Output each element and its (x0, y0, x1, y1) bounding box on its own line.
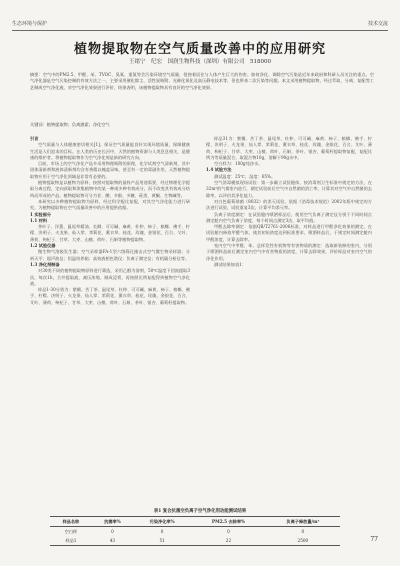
body-paragraph: 植物提取物是以植物为原料，按照对提取物的最终产品用途需要，经过物理化学提取分离过程，定向获取和浓集植物中的某一种或多种有效成分，而不改变其有效成分结构而形成的产品。植物提取物可分为苷、酸、多酚、多糖、萜类、黄酮、生物碱等。 (30, 180, 190, 198)
article-title: 植物提取物在空气质量改善中的应用研究 (73, 42, 326, 57)
article-authors: 王绪宁 纪宏 国润生物科技（深圳）有限公司 518000 (129, 59, 271, 65)
table-header-row (50, 517, 340, 527)
table-header-cell: PM2.5 去除率% (211, 518, 245, 524)
table-cell: 空白样 (64, 528, 78, 534)
table-cell: 样品1 (65, 537, 77, 543)
left-column (30, 136, 190, 306)
right-column (206, 136, 372, 268)
body-paragraph: 空气质量与人体健康密切相关[1]。保证空气质量能良好实现环境质量，保障健康生活是人们追求的目标。在人类的历史长河中，天然的植物资源与人类息息相关，是健康的维护者。将植物提取物作为空气净化剂是新的研究方向。 (30, 142, 190, 160)
article-keywords: 关键词：植物提取物；负离激素；净化空气 (30, 122, 110, 127)
table-header-cell: 污染净化率% (149, 518, 175, 524)
header-left: 生态环境与保护 (12, 21, 48, 27)
table-cell: 0 (227, 529, 230, 534)
header-right: 技术交流 (367, 21, 388, 27)
table-row (50, 536, 340, 546)
body-paragraph: 茶叶子、洋葱、鼠尾草精油、长柳、可可碱、麻黄、杜仲、柿子、槟榔、佛手、柠檬、决明子、火龙果、仙人掌、茉莉花、薰衣草、桂花、玫瑰、金银花、百合、艾叶、薄荷、枸杞子、甘草、大枣、山楂、荷叶、石斛等植物提取物。 (30, 224, 190, 242)
body-paragraph: 对30类不同的植物提取物原料进行筛选，采用乙醇为溶剂，50℃温度下回流提取3次，每次1h，合并提取液，减压浓缩，制成浸膏，再按照比例复配得到植物空气净化液。 (30, 268, 191, 286)
page-number: 77 (370, 536, 378, 543)
section-heading: 引言 (30, 136, 39, 141)
body-paragraph: 目前，市场上的空气净化产品多采用物理吸附的原理，化学试剂空气清新剂，其中固体清新剂和液体清新剂均含有香精以掩盖异味，甚至有一定的毒副作用，天然植物提取物应用于空气净化领域是非常有必要的。 (30, 161, 190, 179)
body-paragraph: 空白样为：100g纯净水。 (214, 161, 263, 167)
body-paragraph: 负离子浓度测定：在试验舱内喷洒样品后，使用空气负离子测定仪分别于不同时间点测定舱内空气负离子浓度，每个时间点测定3次，取平均值。 (206, 211, 372, 223)
body-paragraph: 测试温度：25℃，湿度：65%。 (214, 173, 276, 179)
table-header-cell: 抗菌率% (104, 518, 121, 524)
table-caption: 表1 复合抗菌空负离子空气净化剂功能测试结果 (153, 509, 247, 514)
table-cell: 43 (109, 538, 116, 543)
table-cell: 0 (301, 529, 305, 534)
table-row (50, 527, 340, 537)
body-paragraph: 样品31为：紫檀、苦丁茶、鼠尾草、杜仲、可可碱、麻黄、柿子、槟榔、佛手、柠檬、决明子、火龙果、仙人掌、茉莉花、薰衣草、桂花、玫瑰、金银花、百合、艾叶、薄荷、枸杞子、甘草、大枣、山楂、荷叶、石斛、茶叶、银杏、葡萄籽提取物复配，复配比例为等质量混合，取混合物10g，溶解于90g水中。 (206, 136, 372, 160)
section-heading: 1.4 试验方法 (206, 167, 232, 173)
table-cell: 2500 (297, 538, 309, 543)
table-cell: 0 (160, 529, 164, 534)
table-header-cell: 负离子释放量/m³ (286, 518, 320, 524)
table-cell: 51 (159, 538, 165, 543)
body-paragraph: 样品1-30分别为：紫檀、苦丁茶、鼠尾草、杜仲、可可碱、麻黄、柿子、槟榔、佛手、柠檬、决明子、火龙果、仙人掌、茉莉花、薰衣草、桂花、玫瑰、金银花、百合、艾叶、薄荷、枸杞子、甘草、大枣、山楂、荷叶、石斛、茶叶、银杏、葡萄籽提取物。 (30, 287, 190, 305)
body-paragraph: 甲醛去除率测定：依据QB/T2761-2006标准，对样品进行甲醛净化效果的测定，在试验舱内释放甲醛气体，使其初始浓度达到标准要求，喷洒样品后，于规定时间测定舱内甲醛浓度，计算去除率。 (206, 224, 372, 242)
body-paragraph: 测试结果如表1： (214, 261, 246, 267)
article-abstract: 摘要：空气中的PM2.5、甲醛、苯、TVOC、臭氧、重氮等会污染环境空气质量，侵蚀着居住与人体产生巨大的伤害。如何净化、调除空气污染是近年来政府和科研人员关注的重点。空气净化器是空气污染控制的有效方法之一，主要采用催化除尘、活性炭吸附、光催化氧化及高压静电技术等，但也带来二次污染等问题。本文采用植物提取物，经过萃取、分离、复配等工艺制成空气净化液，对空气净化效果进行评价，结果表明，该植物提取物具有良好的空气净化效果。 (30, 72, 374, 90)
table-cell: 22 (225, 538, 232, 543)
running-header (12, 20, 388, 31)
table-header-cell: 样品名称 (62, 518, 80, 524)
body-paragraph: 本研究以多种植物提取物为原料，经过科学配比复配，对其空气净化能力进行研究，为植物提取物在空气质量改善中的应用提供依据。 (30, 198, 190, 211)
body-paragraph: 对白色葡萄球菌（8032）的杀灭试验，依据《消毒技术规范》2002年版中规定的方法进行试验，试验重复3次，计算平均杀灭率。 (206, 198, 372, 211)
section-heading: 1.3 净化剂制备 (30, 261, 60, 267)
body-paragraph: 室内空气中甲醛、苯、总挥发性有机物等有害物质的测定：选取新装修的室内，分别于喷洒样品前后测定室内空气中有害物质的浓度，计算去除效果，评价样品对室内空气的净化作用。 (206, 243, 372, 261)
body-paragraph: 微生物气溶胶发生器；空气采样器FA-1型六级筛孔撞击式空气微生物采样器；分析天平；超声波仪；恒温培养箱；高效液相色谱仪；负离子测定仪；有机碳分析仪等。 (30, 249, 190, 261)
section-heading: 1.1 材料 (30, 217, 48, 223)
table-cell: 0 (111, 529, 114, 534)
section-heading: 1.2 试验仪器 (30, 243, 56, 249)
results-table (50, 516, 340, 546)
section-heading: 1 实验部分 (30, 211, 52, 217)
body-paragraph: 空气消毒模拟现场试验：第一步确立试验舱体，按消毒剂卫生标准中规定的方法，在32m³的气雾室内进行，测定试验前后空气中自然菌的消亡率，计算其对空气中自然菌的去除率，以评价其净化能力。 (206, 180, 372, 198)
